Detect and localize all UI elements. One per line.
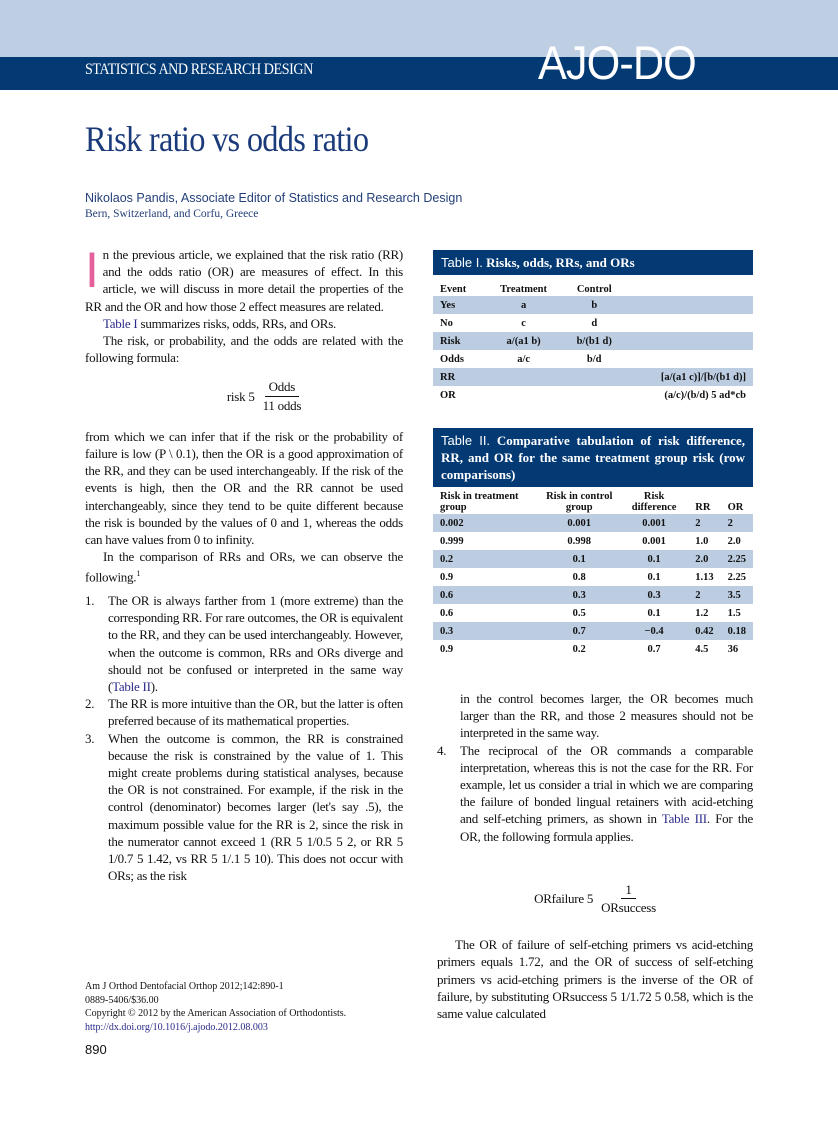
table-cell: No bbox=[440, 317, 453, 329]
column-header: Control bbox=[576, 284, 612, 295]
list-item bbox=[85, 695, 403, 729]
table-cell: 0.7 bbox=[539, 622, 620, 640]
table-cell: a/c bbox=[517, 353, 531, 365]
table-label: Table I. bbox=[441, 255, 483, 270]
table-cell: 0.42 bbox=[688, 622, 720, 640]
table-row bbox=[433, 532, 753, 550]
table-cell: 0.001 bbox=[642, 535, 666, 547]
table-cell: 0.1 bbox=[539, 550, 620, 568]
table-cell: 0.002 bbox=[433, 514, 539, 532]
table-cell: 0.3 bbox=[620, 586, 688, 604]
table-cell: b/(b1 d) bbox=[563, 332, 626, 350]
table-row bbox=[433, 350, 753, 368]
table-cell: (a/c)/(b/d) 5 ad*cb bbox=[664, 389, 746, 401]
list-text: When the outcome is common, the RR is constrained because the risk is constrained by the value of 1. This might create problems during statistical analyses, because the OR is not constrained. For example, if the risk in the control (denominator) becomes larger (let's say .5), the maximum possible value for the RR is 2, since the risk in the numerator cannot exceed 1 (RR 5 1/0.5 5 2, or RR 5 1/0.7 5 1.42, vs RR 5 1/.1 5 10). This does not occur with ORs; as the risk bbox=[108, 730, 403, 884]
table-cell: 1.13 bbox=[695, 571, 714, 583]
table-cell bbox=[485, 386, 563, 404]
table-cell: Yes bbox=[433, 296, 485, 314]
table-cell: 2.0 bbox=[688, 550, 720, 568]
right-column bbox=[437, 690, 753, 1022]
paragraph-text: The risk, or probability, and the odds are related with the following formula: bbox=[85, 333, 403, 366]
formula-denominator: 11 odds bbox=[262, 397, 302, 413]
table-cell: 2.25 bbox=[721, 550, 753, 568]
copyright: Copyright © 2012 by the American Association of Orthodontists. bbox=[85, 1008, 347, 1019]
table-caption: Risks, odds, RRs, and ORs bbox=[486, 255, 635, 270]
list-text: The reciprocal of the OR commands a comparable interpretation, whereas this is not the case for the RR. For example, let us consider a trial in which we are comparing the failure of bonded lingual retainers with acid-etching and self-etching primers, as shown in bbox=[460, 742, 753, 827]
table-cell: 0.1 bbox=[620, 550, 688, 568]
table-row bbox=[433, 622, 753, 640]
formula-lhs: ORfailure 5 bbox=[534, 890, 594, 906]
table-cell: b bbox=[563, 296, 626, 314]
column-header: Risk in treatment group bbox=[440, 491, 519, 513]
table-cell: 0.001 bbox=[620, 514, 688, 532]
table-cell: −0.4 bbox=[620, 622, 688, 640]
formula-denominator: ORsuccess bbox=[601, 900, 656, 916]
table-cell: 2 bbox=[721, 514, 753, 532]
journal-logo: AJO-DO bbox=[538, 36, 696, 89]
citation: Am J Orthod Dentofacial Orthop 2012;142:890-1 bbox=[85, 981, 284, 992]
table-cell: 0.6 bbox=[440, 607, 454, 619]
left-column bbox=[85, 242, 403, 884]
table-cell: 0.001 bbox=[539, 514, 620, 532]
table-2-caption bbox=[433, 428, 753, 487]
formula-numerator: 1 bbox=[621, 881, 635, 899]
table-cell: Odds bbox=[440, 353, 464, 365]
or-formula bbox=[437, 881, 753, 916]
table-cell: a/(a1 b) bbox=[485, 332, 563, 350]
table-cell: 0.1 bbox=[647, 607, 661, 619]
reference-superscript[interactable]: 1 bbox=[136, 569, 141, 579]
table-cell: 1.5 bbox=[727, 607, 741, 619]
table-3-link[interactable]: Table III bbox=[661, 811, 707, 827]
table-cell: 0.9 bbox=[440, 643, 454, 655]
list-number: 3. bbox=[85, 730, 95, 746]
table-cell: 0.998 bbox=[567, 535, 592, 547]
table-cell: [a/(a1 c)]/[b/(b1 d)] bbox=[626, 368, 753, 386]
table-cell: 0.1 bbox=[647, 571, 661, 583]
table-cell: RR bbox=[433, 368, 485, 386]
table-caption: Comparative tabulation of risk difference, RR, and OR for the same treatment group risk (row comparisons) bbox=[441, 433, 745, 482]
table-cell: 1.0 bbox=[695, 535, 709, 547]
article-affiliation: Bern, Switzerland, and Corfu, Greece bbox=[85, 208, 259, 220]
table-cell: 2 bbox=[688, 514, 720, 532]
list-item-continuation: in the control becomes larger, the OR becomes much larger than the RR, and those 2 measures should not be interpreted in the same way. bbox=[460, 691, 753, 741]
table-cell: 0.5 bbox=[572, 607, 586, 619]
column-header: Risk difference bbox=[631, 491, 677, 513]
comparison-list bbox=[85, 592, 403, 884]
doi-link[interactable]: http://dx.doi.org/10.1016/j.ajodo.2012.08.003 bbox=[85, 1021, 268, 1033]
table-row bbox=[433, 332, 753, 350]
list-text: ). bbox=[150, 679, 158, 694]
table-cell: 0.8 bbox=[572, 571, 586, 583]
table-cell bbox=[626, 350, 753, 368]
table-cell: 4.5 bbox=[695, 643, 709, 655]
list-item bbox=[85, 730, 403, 885]
list-number: 1. bbox=[85, 592, 95, 608]
formula-numerator: Odds bbox=[265, 378, 299, 396]
table-row bbox=[433, 368, 753, 386]
paragraph-text: The OR of failure of self-etching primers vs acid-etching primers equals 1.72, and the OR of success of self-etching primers vs acid-etching primers is the inverse of the OR of failure, by substituting ORsuccess 5 1/1.72 5 0.58, which is the same value calculated bbox=[437, 937, 753, 1022]
issn: 0889-5406/$36.00 bbox=[85, 994, 159, 1006]
table-row bbox=[433, 314, 753, 332]
list-item bbox=[85, 592, 403, 695]
table-cell: 3.5 bbox=[721, 586, 753, 604]
section-label: STATISTICS AND RESEARCH DESIGN bbox=[85, 61, 313, 78]
table-row bbox=[433, 568, 753, 586]
article-author: Nikolaos Pandis, Associate Editor of Statistics and Research Design bbox=[85, 191, 463, 205]
list-number: 4. bbox=[437, 742, 447, 758]
table-cell: a bbox=[485, 296, 563, 314]
table-row bbox=[433, 550, 753, 568]
table-1-caption bbox=[433, 250, 753, 275]
table-cell: 0.18 bbox=[721, 622, 753, 640]
column-header: RR bbox=[695, 502, 711, 513]
table-row bbox=[433, 296, 753, 314]
column-header: OR bbox=[727, 502, 744, 513]
table-cell: 0.3 bbox=[433, 622, 539, 640]
table-cell: 0.6 bbox=[433, 586, 539, 604]
table-cell: 0.9 bbox=[440, 571, 454, 583]
table-row bbox=[433, 386, 753, 404]
table-cell bbox=[626, 332, 753, 350]
table-row bbox=[433, 640, 753, 658]
table-cell bbox=[563, 368, 626, 386]
intro-paragraph: n the previous article, we explained that the risk ratio (RR) and the odds ratio (OR) are measures of effect. In this article, we will discuss in more detail the properties of the RR and the OR and how those 2 effect measures are related. bbox=[85, 247, 403, 314]
list-item bbox=[437, 742, 753, 845]
list-text: . For the OR, the following formula applies. bbox=[460, 811, 753, 844]
table-cell: d bbox=[591, 317, 598, 329]
table-cell bbox=[563, 386, 626, 404]
column-header: Risk in control group bbox=[546, 491, 613, 513]
table-cell: 1.2 bbox=[695, 607, 709, 619]
drop-cap: I bbox=[85, 242, 99, 298]
footer-citation-block bbox=[85, 980, 346, 1034]
table-cell: c bbox=[521, 317, 526, 329]
table-cell: OR bbox=[440, 389, 456, 401]
table-1 bbox=[433, 250, 753, 404]
list-text: The OR is always farther from 1 (more extreme) than the corresponding RR. For rare outcomes, the OR is equivalent to the RR, and they can be used interchangeably. However, when the outcome is common, RRs and ORs diverge and should not be confused or interpreted in the same way ( bbox=[108, 592, 403, 694]
table-cell: 36 bbox=[727, 643, 739, 655]
header-band-light bbox=[0, 0, 838, 57]
paragraph-text: from which we can infer that if the risk or the probability of failure is low (P \ 0.1), then the OR is a good approximation of the RR, and they can be used interchangeably. If the risk of the events is high, then the OR and the RR cannot be used interchangeably, since they tend to be quite different because the risk is bounded by the values of 0 and 1, whereas the odds can have values from 0 to infinity. bbox=[85, 428, 403, 548]
table-row bbox=[433, 604, 753, 622]
table-cell bbox=[626, 296, 753, 314]
table-row bbox=[433, 586, 753, 604]
risk-formula bbox=[125, 378, 403, 413]
table-label: Table II. bbox=[441, 433, 491, 448]
table-cell bbox=[485, 368, 563, 386]
table-2-link[interactable]: Table II bbox=[112, 679, 151, 694]
table-cell bbox=[626, 314, 753, 332]
table-cell: Risk bbox=[433, 332, 485, 350]
column-header: Treatment bbox=[500, 284, 548, 295]
table-row bbox=[433, 514, 753, 532]
paragraph-text: In the comparison of RRs and ORs, we can observe the following. bbox=[85, 549, 403, 585]
table-2 bbox=[433, 428, 753, 658]
column-header: Event bbox=[440, 284, 467, 295]
table-cell: 0.7 bbox=[647, 643, 661, 655]
table-cell: b/d bbox=[586, 353, 602, 365]
paragraph-text: summarizes risks, odds, RRs, and ORs. bbox=[137, 315, 337, 331]
list-number: 2. bbox=[85, 696, 95, 712]
page-number: 890 bbox=[85, 1042, 107, 1057]
formula-lhs: risk 5 bbox=[226, 388, 255, 404]
table-cell: 0.2 bbox=[572, 643, 586, 655]
table-cell: 2.0 bbox=[727, 535, 741, 547]
table-cell: 2.25 bbox=[727, 571, 746, 583]
list-text: The RR is more intuitive than the OR, but the latter is often preferred because of its mathematical properties. bbox=[108, 696, 403, 729]
table-1-link[interactable]: Table I bbox=[103, 315, 138, 331]
table-cell: 0.999 bbox=[440, 535, 464, 547]
article-title: Risk ratio vs odds ratio bbox=[85, 119, 369, 159]
table-cell: 0.2 bbox=[433, 550, 539, 568]
table-cell: 0.3 bbox=[539, 586, 620, 604]
column-header bbox=[626, 278, 753, 296]
table-cell: 2 bbox=[688, 586, 720, 604]
